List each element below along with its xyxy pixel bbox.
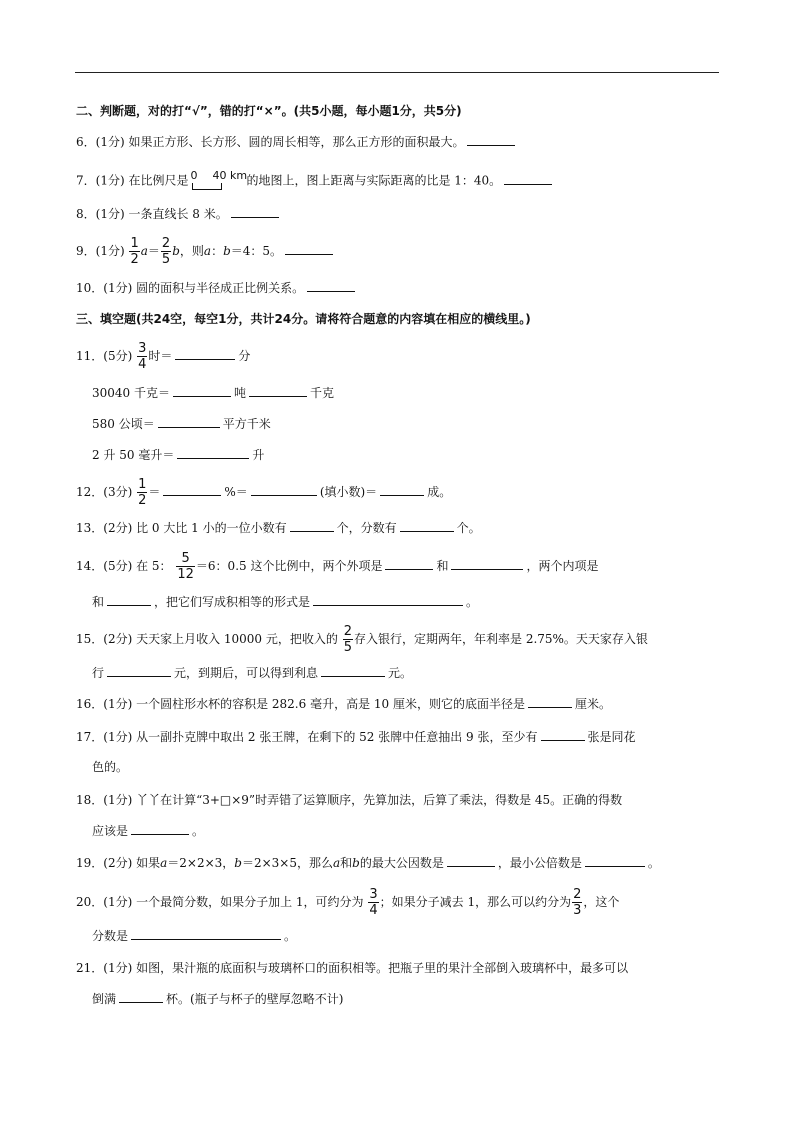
q20-a: 20．(1分) 一个最简分数，如果分子加上 1，可约分为 <box>76 895 364 909</box>
scale-km: 40 km <box>212 169 248 182</box>
question-11-line-3 <box>92 415 271 433</box>
denominator: 12 <box>177 567 194 582</box>
q17-a: 17．(1分) 从一副扑克牌中取出 2 张王牌，在剩下的 52 张牌中任意抽出 9 张，至少有 <box>76 730 538 744</box>
q11-blank-3[interactable] <box>249 384 307 397</box>
q11-hour: 时＝ <box>148 349 173 363</box>
q20-fraction-2 <box>572 888 582 917</box>
q18-c: 。 <box>192 824 205 838</box>
denominator: 2 <box>138 493 147 508</box>
denominator: 5 <box>161 252 171 267</box>
question-10 <box>76 279 358 297</box>
question-14-line-2 <box>92 593 478 611</box>
equals: ＝ <box>147 244 160 258</box>
q15-d: 元，到期后，可以得到利息 <box>174 666 319 680</box>
q11-l2a: 30040 千克＝ <box>92 386 170 400</box>
q18-a: 18．(1分) 丫丫在计算“3+□×9”时弄错了运算顺序，先算加法，后算了乘法，得数是 45。正确的得数 <box>76 793 623 807</box>
q7-pre: 7．(1分) 在比例尺是 <box>76 173 189 188</box>
var-a: a <box>332 856 341 870</box>
q6-text: 6．(1分) 如果正方形、长方形、圆的周长相等，那么正方形的面积最大。 <box>76 135 465 149</box>
q14-fraction <box>176 552 195 581</box>
question-11-line-4 <box>92 446 264 464</box>
q14-blank-2[interactable] <box>451 557 523 570</box>
q19-c: ＝2×3×5，那么 <box>241 856 333 870</box>
denominator: 3 <box>573 903 582 918</box>
q12-decimal: (填小数)＝ <box>319 485 378 499</box>
top-rule <box>75 72 719 73</box>
numerator: 3 <box>369 887 378 902</box>
q18-blank[interactable] <box>131 822 189 835</box>
q19-g: 。 <box>647 856 660 870</box>
q14-e: 和 <box>92 595 105 609</box>
question-14 <box>76 552 599 581</box>
question-15-line-2 <box>92 664 412 682</box>
question-21 <box>76 959 628 977</box>
q17-blank[interactable] <box>541 728 585 741</box>
q20-fraction-1 <box>368 888 378 917</box>
q11-pre: 11．(5分) <box>76 349 133 363</box>
q17-b: 张是同花 <box>587 730 636 744</box>
q21-c: 杯。(瓶子与杯子的壁厚忽略不计) <box>166 992 344 1006</box>
denominator: 2 <box>130 252 139 267</box>
q13-b: 个，分数有 <box>336 521 397 535</box>
q8-blank[interactable] <box>231 205 279 218</box>
q11-l2c: 千克 <box>310 386 335 400</box>
q9-post: ＝4：5。 <box>230 244 283 258</box>
q7-blank[interactable] <box>504 172 552 185</box>
q11-l3a: 580 公顷＝ <box>92 417 155 431</box>
question-13 <box>76 519 481 537</box>
denominator: 5 <box>343 640 352 655</box>
q15-c: 行 <box>92 666 105 680</box>
q11-blank-4[interactable] <box>158 415 220 428</box>
q13-a: 13．(2分) 比 0 大比 1 小的一位小数有 <box>76 521 287 535</box>
q14-d: ，两个内项是 <box>526 559 599 573</box>
q15-fraction <box>343 625 353 654</box>
question-16 <box>76 695 611 713</box>
q9-blank[interactable] <box>285 242 333 255</box>
q11-minute: 分 <box>238 349 251 363</box>
q21-blank[interactable] <box>119 990 163 1003</box>
q10-blank[interactable] <box>307 279 355 292</box>
section-judge-heading: 二、判断题，对的打“√”，错的打“×”。(共5小题，每小题1分，共5分) <box>76 104 462 118</box>
q14-blank-4[interactable] <box>313 593 463 606</box>
denominator: 4 <box>138 357 147 372</box>
colon: ： <box>211 244 224 258</box>
question-6 <box>76 133 518 151</box>
q11-l4a: 2 升 50 毫升＝ <box>92 448 175 462</box>
q21-a: 21．(1分) 如图，果汁瓶的底面积与玻璃杯口的面积相等。把瓶子里的果汁全部倒入玻璃杯中，最多可以 <box>76 961 629 975</box>
q12-blank-2[interactable] <box>251 483 317 496</box>
q16-blank[interactable] <box>528 695 572 708</box>
q20-blank[interactable] <box>131 927 281 940</box>
question-17 <box>76 728 636 746</box>
q16-a: 16．(1分) 一个圆柱形水杯的容积是 282.6 毫升，高是 10 厘米，则它的底面半径是 <box>76 697 525 711</box>
question-8 <box>76 205 282 223</box>
q11-blank-5[interactable] <box>177 446 249 459</box>
q19-e: 的最大公因数是 <box>359 856 444 870</box>
q12-eq: ＝ <box>148 485 161 499</box>
q14-g: 。 <box>466 595 479 609</box>
q21-b: 倒满 <box>92 992 117 1006</box>
q8-text: 8．(1分) 一条直线长 8 米。 <box>76 207 228 221</box>
question-7 <box>76 170 555 192</box>
q14-f: ，把它们写成积相等的形式是 <box>154 595 311 609</box>
q15-e: 元。 <box>388 666 413 680</box>
q20-c: ，这个 <box>583 895 620 909</box>
ruler-icon <box>192 183 222 190</box>
q15-blank-1[interactable] <box>107 664 171 677</box>
q6-blank[interactable] <box>467 133 515 146</box>
q14-b: ＝6：0.5 这个比例中，两个外项是 <box>195 559 383 573</box>
denominator: 4 <box>369 903 378 918</box>
section-fill-heading: 三、填空题(共24空，每空1分，共计24分。请将符合题意的内容填在相应的横线里。) <box>76 312 531 326</box>
q9-pre: 9．(1分) <box>76 244 125 258</box>
q9-fraction-2 <box>161 237 171 266</box>
q12-blank-3[interactable] <box>380 483 424 496</box>
numerator: 3 <box>138 341 147 356</box>
question-20 <box>76 888 619 917</box>
question-20-line-2 <box>92 927 296 945</box>
q20-d: 分数是 <box>92 929 129 943</box>
q11-fraction <box>137 342 147 371</box>
q11-l3b: 平方千米 <box>222 417 271 431</box>
scale-zero: 0 <box>190 169 198 182</box>
q12-pre: 12．(3分) <box>76 485 133 499</box>
q14-a: 14．(5分) 在 5： <box>76 559 172 573</box>
q15-blank-2[interactable] <box>321 664 385 677</box>
q19-blank-2[interactable] <box>585 854 645 867</box>
question-18 <box>76 791 622 809</box>
q11-l4b: 升 <box>252 448 265 462</box>
numerator: 5 <box>181 551 190 566</box>
q15-b: 存入银行，定期两年，年利率是 2.75%。天天家存入银 <box>354 632 648 646</box>
question-21-line-2 <box>92 990 343 1008</box>
numerator: 2 <box>573 887 582 902</box>
scale-bar-icon <box>190 169 248 192</box>
var-a: a <box>203 244 212 258</box>
var-a: a <box>140 244 148 258</box>
question-12 <box>76 478 451 507</box>
numerator: 1 <box>130 236 139 251</box>
q14-blank-1[interactable] <box>385 557 433 570</box>
q12-blank-1[interactable] <box>163 483 221 496</box>
q19-a: 19．(2分) 如果 <box>76 856 161 870</box>
q11-l2b: 吨 <box>234 386 247 400</box>
q12-fraction <box>137 478 147 507</box>
q11-blank-1[interactable] <box>175 347 235 360</box>
q20-e: 。 <box>284 929 297 943</box>
q15-a: 15．(2分) 天天家上月收入 10000 元，把收入的 <box>76 632 338 646</box>
numerator: 2 <box>343 624 352 639</box>
q14-blank-3[interactable] <box>107 593 151 606</box>
q9-then: ，则 <box>179 244 204 258</box>
q12-cheng: 成。 <box>427 485 452 499</box>
q12-percent: %＝ <box>224 485 248 499</box>
question-9 <box>76 237 336 266</box>
numerator: 1 <box>138 477 147 492</box>
q19-blank-1[interactable] <box>447 854 495 867</box>
numerator: 2 <box>161 236 171 251</box>
question-17-line-2 <box>92 758 128 776</box>
question-18-line-2 <box>92 822 204 840</box>
var-b: b <box>234 856 242 870</box>
q19-b: ＝2×2×3， <box>167 856 235 870</box>
question-15 <box>76 625 648 654</box>
var-b: b <box>352 856 360 870</box>
q7-post: 的地图上，图上距离与实际距离的比是 1：40。 <box>246 173 502 188</box>
q9-fraction-1 <box>129 237 139 266</box>
q19-f: ，最小公倍数是 <box>497 856 582 870</box>
var-a: a <box>160 856 168 870</box>
q19-d: 和 <box>340 856 353 870</box>
q16-b: 厘米。 <box>574 697 611 711</box>
q13-blank-1[interactable] <box>290 519 334 532</box>
q13-blank-2[interactable] <box>400 519 454 532</box>
q14-c: 和 <box>436 559 449 573</box>
q10-text: 10．(1分) 圆的面积与半径成正比例关系。 <box>76 281 305 295</box>
question-11-line-2 <box>92 384 334 402</box>
var-b: b <box>223 244 231 258</box>
q20-b: ；如果分子减去 1，那么可以约分为 <box>379 895 572 909</box>
q18-b: 应该是 <box>92 824 129 838</box>
q11-blank-2[interactable] <box>173 384 231 397</box>
var-b: b <box>172 244 180 258</box>
q17-c: 色的。 <box>92 760 129 774</box>
question-19 <box>76 854 660 872</box>
q13-c: 个。 <box>456 521 481 535</box>
question-11 <box>76 342 250 371</box>
